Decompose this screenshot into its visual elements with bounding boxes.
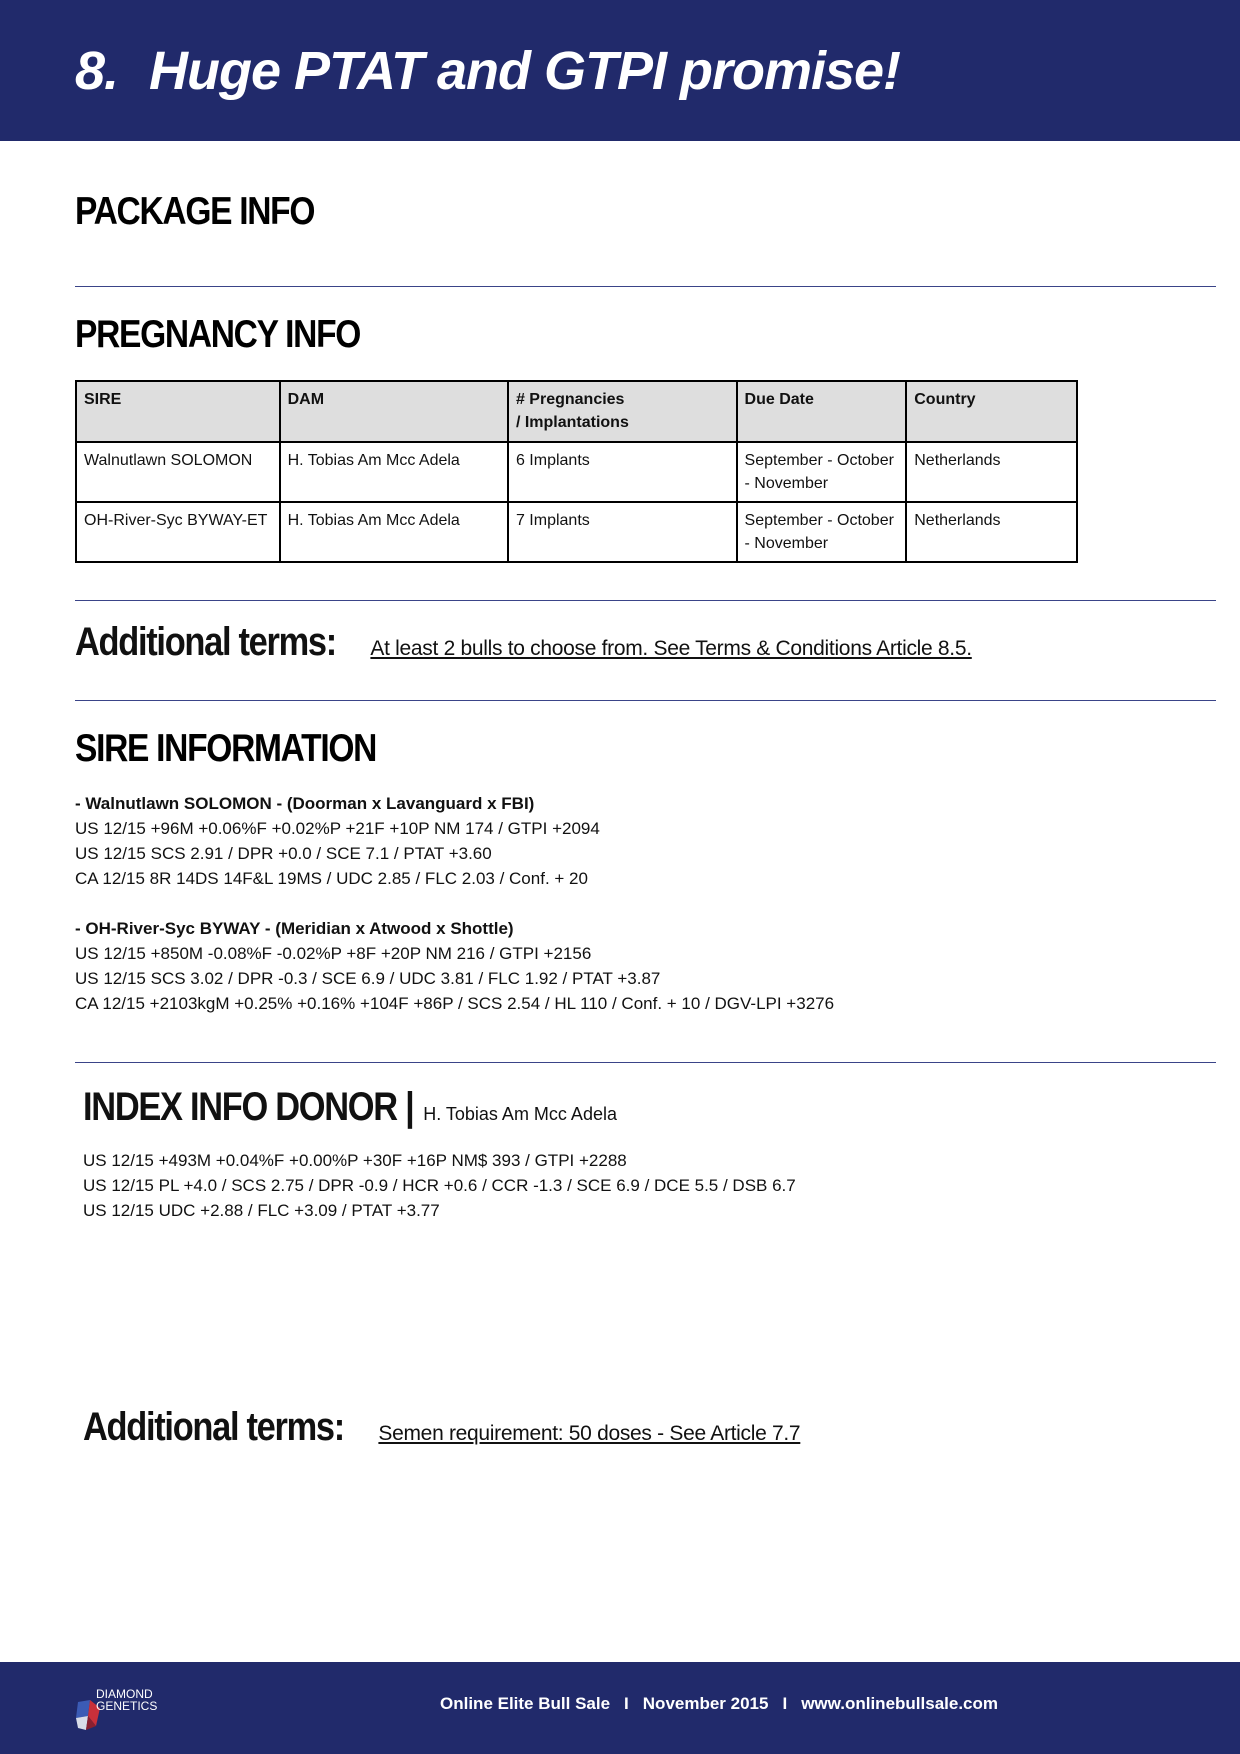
cell-country: Netherlands	[906, 442, 1077, 502]
sire-line: CA 12/15 +2103kgM +0.25% +0.16% +104F +86P / SCS 2.54 / HL 110 / Conf. + 10 / DGV-LPI +3276	[75, 994, 835, 1013]
column-header-due-date: Due Date	[737, 381, 907, 442]
footer-sale: Online Elite Bull Sale	[440, 1694, 611, 1713]
sire-title: - OH-River-Syc BYWAY - (Meridian x Atwood x Shottle)	[75, 919, 514, 938]
sire-line: US 12/15 SCS 3.02 / DPR -0.3 / SCE 6.9 / UDC 3.81 / FLC 1.92 / PTAT +3.87	[75, 969, 661, 988]
column-header-sire: SIRE	[76, 381, 280, 442]
index-info-donor-heading	[83, 1085, 617, 1130]
cell-dam: H. Tobias Am Mcc Adela	[280, 442, 508, 502]
logo-line1: DIAMOND	[96, 1687, 153, 1701]
column-header-pregnancies-line2: / Implantations	[515, 414, 629, 431]
sire-information-heading: SIRE INFORMATION	[75, 727, 377, 770]
column-header-dam: DAM	[280, 381, 508, 442]
donor-line: US 12/15 PL +4.0 / SCS 2.75 / DPR -0.9 / HCR +0.6 / CCR -1.3 / SCE 6.9 / DCE 5.5 / DSB 6.7	[83, 1176, 796, 1195]
cell-dam: H. Tobias Am Mcc Adela	[280, 502, 508, 562]
logo-wordmark	[96, 1688, 157, 1712]
package-info-heading: PACKAGE INFO	[75, 190, 315, 233]
additional-terms-text: At least 2 bulls to choose from. See Terms & Conditions Article 8.5.	[370, 637, 972, 660]
footer-url[interactable]: www.onlinebullsale.com	[801, 1694, 998, 1713]
cell-due-date-line2: - November	[744, 475, 829, 492]
divider	[75, 286, 1216, 287]
pregnancy-info-heading: PREGNANCY INFO	[75, 313, 361, 356]
cell-due-date-line2: - November	[744, 535, 829, 552]
cell-sire: Walnutlawn SOLOMON	[76, 442, 280, 502]
additional-terms-label: Additional terms:	[83, 1405, 344, 1449]
table-row	[76, 502, 1077, 562]
column-header-pregnancies-line1: # Pregnancies	[515, 391, 625, 408]
cell-sire: OH-River-Syc BYWAY-ET	[76, 502, 280, 562]
column-header-pregnancies	[508, 381, 737, 442]
sire-line: US 12/15 +96M +0.06%F +0.02%P +21F +10P NM 174 / GTPI +2094	[75, 819, 600, 838]
pregnancy-table	[75, 380, 1078, 563]
footer-separator: I	[782, 1694, 788, 1713]
section-number: 8.	[75, 41, 119, 101]
donor-name: H. Tobias Am Mcc Adela	[423, 1104, 617, 1124]
donor-line: US 12/15 UDC +2.88 / FLC +3.09 / PTAT +3.77	[83, 1201, 440, 1220]
column-header-country: Country	[906, 381, 1077, 442]
donor-line: US 12/15 +493M +0.04%F +0.00%P +30F +16P NM$ 393 / GTPI +2288	[83, 1151, 627, 1170]
additional-terms-row	[75, 620, 972, 665]
cell-due-date-line1: September - October	[744, 512, 894, 529]
sire-line: US 12/15 +850M -0.08%F -0.02%P +8F +20P NM 216 / GTPI +2156	[75, 944, 592, 963]
donor-index-lines	[83, 1148, 796, 1223]
additional-terms-label: Additional terms:	[75, 620, 336, 664]
cell-pregnancies: 7 Implants	[508, 502, 737, 562]
index-info-donor-title: INDEX INFO DONOR |	[83, 1085, 414, 1129]
divider	[75, 700, 1216, 701]
footer-date: November 2015	[642, 1694, 769, 1713]
additional-terms-row	[83, 1405, 800, 1450]
sire-info-byway	[75, 916, 834, 1016]
sire-line: US 12/15 SCS 2.91 / DPR +0.0 / SCE 7.1 / PTAT +3.60	[75, 844, 492, 863]
sire-info-solomon	[75, 791, 600, 891]
cell-country: Netherlands	[906, 502, 1077, 562]
divider	[75, 1062, 1216, 1063]
page-title	[75, 40, 900, 102]
sire-title: - Walnutlawn SOLOMON - (Doorman x Lavanguard x FBI)	[75, 794, 535, 813]
cell-due-date-line1: September - October	[744, 452, 894, 469]
logo-line2: GENETICS	[96, 1699, 158, 1713]
page-title-text: Huge PTAT and GTPI promise!	[149, 41, 901, 101]
footer-separator: I	[624, 1694, 629, 1713]
divider	[75, 600, 1216, 601]
cell-due-date	[737, 502, 907, 562]
footer-info	[440, 1694, 998, 1714]
table-row	[76, 442, 1077, 502]
additional-terms-text: Semen requirement: 50 doses - See Article 7.7	[378, 1422, 801, 1445]
sire-line: CA 12/15 8R 14DS 14F&L 19MS / UDC 2.85 / FLC 2.03 / Conf. + 20	[75, 869, 588, 888]
cell-due-date	[737, 442, 907, 502]
table-header-row	[76, 381, 1077, 442]
cell-pregnancies: 6 Implants	[508, 442, 737, 502]
